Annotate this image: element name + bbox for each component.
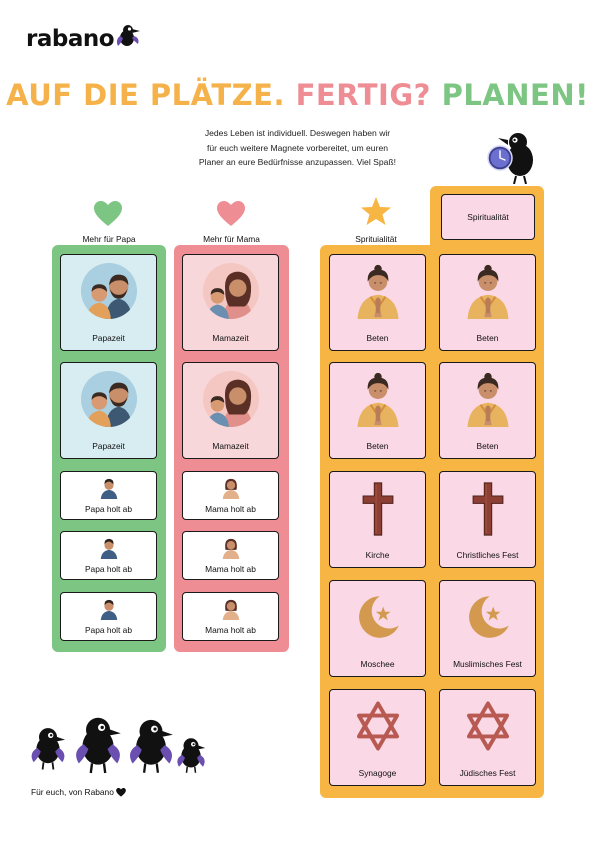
magnet-card-moschee[interactable] [329,580,426,677]
card-label: Beten [476,333,499,343]
card-label: Papazeit [92,333,125,343]
card-label: Kirche [365,550,390,560]
card-label: Mama holt ab [205,625,256,635]
magnet-card-mamazeit[interactable] [182,362,279,459]
dad-avatar-icon [98,477,120,499]
mom-and-child-icon [202,370,260,428]
card-label: Synagoge [358,768,397,778]
heart-icon [94,201,122,227]
crescent-star-icon [462,591,514,643]
card-label: Papa holt ab [84,564,133,574]
heart-icon [217,201,245,227]
dad-avatar-icon [98,598,120,620]
magnet-card-mama-holt-ab[interactable] [182,471,279,520]
card-label: Mama holt ab [205,504,256,514]
card-label: Papazeit [92,441,125,451]
card-label: Beten [366,333,389,343]
magnet-card-mama-holt-ab[interactable] [182,592,279,641]
magnet-card-kirche[interactable] [329,471,426,568]
magnet-card-papazeit[interactable] [60,362,157,459]
mom-avatar-icon [220,598,242,620]
card-label: Papa holt ab [84,504,133,514]
spirituality-header-label: Spiritualität [467,212,509,222]
intro-text [150,126,445,170]
crow-logo-icon [116,24,142,48]
card-label: Christliches Fest [456,550,519,560]
headline-part-3: PLANEN! [441,78,589,112]
brand-name: rabano [26,26,115,52]
magnet-card-beten[interactable] [439,362,536,459]
magnet-card-papa-holt-ab[interactable] [60,592,157,641]
intro-line: Jedes Leben ist individuell. Deswegen haben wir [204,128,391,138]
headline-part-2: FERTIG? [295,78,431,112]
card-label: Papa holt ab [84,625,133,635]
column-title-mama: Mehr für Mama [203,234,260,244]
card-label: Mama holt ab [205,564,256,574]
column-title-spirituality: Sprituialität [355,234,397,244]
star-icon [360,196,392,226]
praying-person-icon [460,371,516,427]
card-label: Beten [366,441,389,451]
magnet-card-juedisches-fest[interactable] [439,689,536,786]
card-label: Muslimisches Fest [453,659,522,669]
card-label: Mamazeit [212,441,249,451]
heart-icon [116,788,126,797]
spirituality-header-card[interactable] [441,194,535,240]
mom-avatar-icon [220,537,242,559]
magnet-card-beten[interactable] [329,254,426,351]
magnet-card-papa-holt-ab[interactable] [60,531,157,580]
magnet-card-mama-holt-ab[interactable] [182,531,279,580]
crescent-star-icon [352,591,404,643]
cross-icon [460,480,516,538]
magnet-card-muslimisches-fest[interactable] [439,580,536,677]
cross-icon [350,480,406,538]
headline-part-1: AUF DIE PLÄTZE. [6,78,285,112]
star-of-david-icon [352,700,404,752]
crow-family-illustration [30,712,210,776]
mom-and-child-icon [202,262,260,320]
crow-with-clock-icon [484,128,540,184]
praying-person-icon [460,263,516,319]
card-label: Moschee [360,659,395,669]
magnet-card-papa-holt-ab[interactable] [60,471,157,520]
magnet-card-mamazeit[interactable] [182,254,279,351]
dad-and-son-icon [80,262,138,320]
intro-line: Planer an eure Bedürfnisse anzupassen. Viel Spaß! [198,157,397,167]
magnet-card-papazeit[interactable] [60,254,157,351]
intro-line: für euch weitere Magnete vorbereitet, um euren [206,142,389,153]
magnet-card-synagoge[interactable] [329,689,426,786]
dad-avatar-icon [98,537,120,559]
card-label: Mamazeit [212,333,249,343]
card-label: Beten [476,441,499,451]
column-title-papa: Mehr für Papa [82,234,136,244]
praying-person-icon [350,263,406,319]
rabano-logo [26,26,142,52]
praying-person-icon [350,371,406,427]
footer-text: Für euch, von Rabano [31,787,114,797]
dad-and-son-icon [80,370,138,428]
mom-avatar-icon [220,477,242,499]
magnet-card-beten[interactable] [439,254,536,351]
star-of-david-icon [462,700,514,752]
card-label: Jüdisches Fest [459,768,516,778]
magnet-card-christliches-fest[interactable] [439,471,536,568]
magnet-card-beten[interactable] [329,362,426,459]
page-headline [0,78,595,112]
footer [31,787,126,797]
